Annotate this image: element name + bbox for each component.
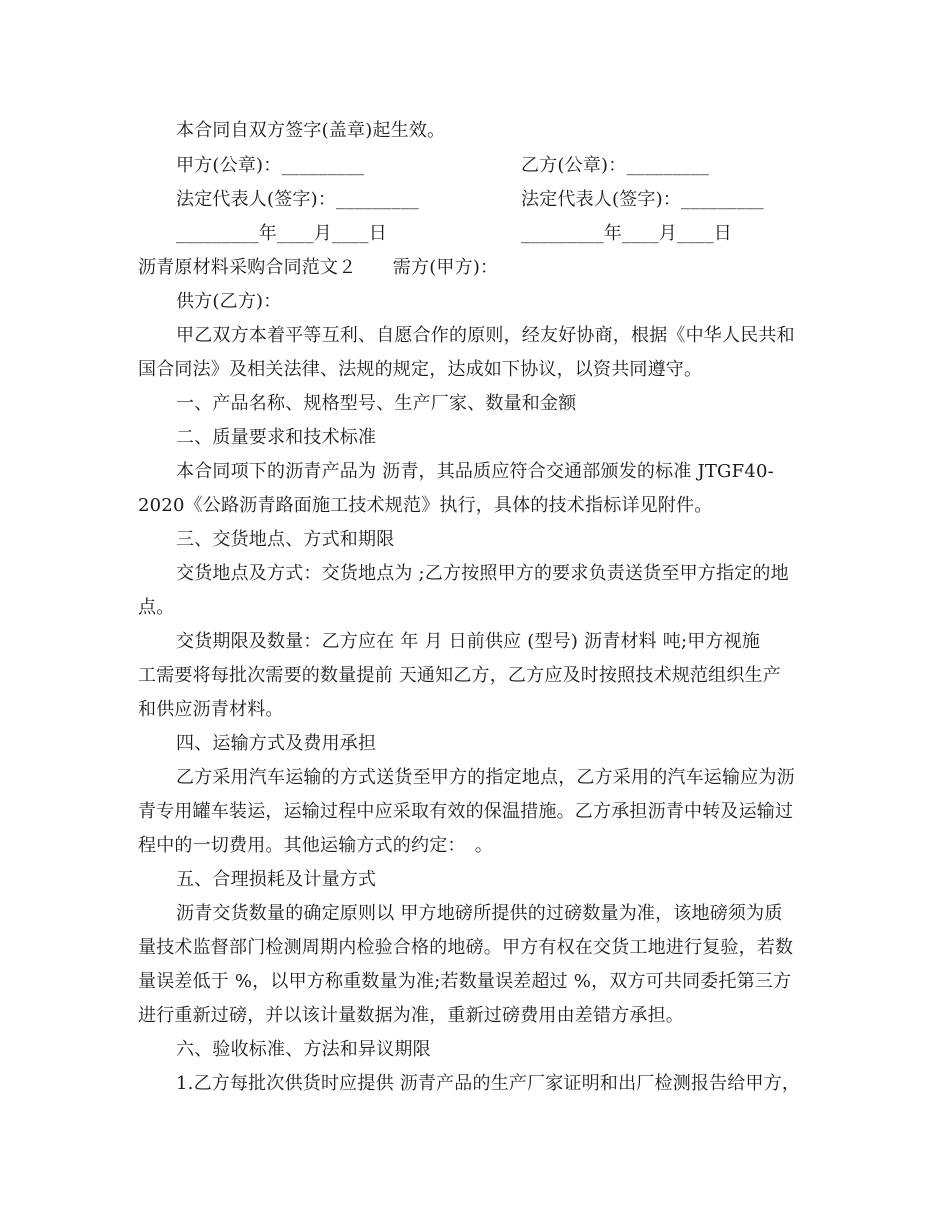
- section-3-place-line-1: 交货地点及方式：交货地点为 ;乙方按照甲方的要求负责送货至甲方指定的地: [176, 563, 789, 584]
- section-3-period-line-3: 和供应沥青材料。: [138, 699, 284, 720]
- party-b-rep-line: 法定代表人(签字)：_________: [521, 189, 764, 210]
- section-6-title: 六、验收标准、方法和异议期限: [176, 1039, 431, 1060]
- section-6-item-1: 1.乙方每批次供货时应提供 沥青产品的生产厂家证明和出厂检测报告给甲方，: [176, 1073, 801, 1094]
- intro-line-2: 国合同法》及相关法律、法规的规定，达成如下协议，以资共同遵守。: [138, 359, 703, 380]
- section-5-title: 五、合理损耗及计量方式: [176, 869, 377, 890]
- document-title-line: 沥青原材料采购合同范文２ 需方(甲方)：: [138, 257, 499, 278]
- intro-line-1: 甲乙双方本着平等互利、自愿合作的原则，经友好协商，根据《中华人民共和: [176, 325, 795, 346]
- section-5-line-1: 沥青交货数量的确定原则以 甲方地磅所提供的过磅数量为准，该地磅须为质: [176, 903, 783, 924]
- section-3-title: 三、交货地点、方式和期限: [176, 529, 395, 550]
- party-b-date-line: _________年____月____日: [521, 223, 732, 244]
- section-4-line-2: 青专用罐车装运，运输过程中应采取有效的保温措施。乙方承担沥青中转及运输过: [138, 801, 794, 822]
- section-2-title: 二、质量要求和技术标准: [176, 427, 377, 448]
- section-5-line-3: 量误差低于 %，以甲方称重数量为准;若数量误差超过 %，双方可共同委托第三方: [138, 971, 792, 992]
- section-5-line-4: 进行重新过磅，并以该计量数据为准，重新过磅费用由差错方承担。: [138, 1005, 684, 1026]
- section-5-line-2: 量技术监督部门检测周期内检验合格的地磅。甲方有权在交货工地进行复验，若数: [138, 937, 794, 958]
- section-2-line-1: 本合同项下的沥青产品为 沥青，其品质应符合交通部颁发的标准 JTGF40-: [176, 461, 774, 482]
- party-a-rep-line: 法定代表人(签字)：_________: [176, 189, 419, 210]
- section-4-line-1: 乙方采用汽车运输的方式送货至甲方的指定地点，乙方采用的汽车运输应为沥: [176, 767, 795, 788]
- party-a-seal-line: 甲方(公章)：_________: [176, 155, 365, 176]
- section-3-period-line-2: 工需要将每批次需要的数量提前 天通知乙方，乙方应及时按照技术规范组织生产: [138, 665, 781, 686]
- party-b-seal-line: 乙方(公章)：_________: [521, 155, 710, 176]
- section-3-place-line-2: 点。: [138, 597, 175, 618]
- section-3-period-line-1: 交货期限及数量：乙方应在 年 月 日前供应 (型号) 沥青材料 吨;甲方视施: [176, 631, 761, 652]
- section-4-title: 四、运输方式及费用承担: [176, 733, 377, 754]
- section-4-line-3: 程中的一切费用。其他运输方式的约定： 。: [138, 835, 493, 856]
- section-2-line-2: 2020《公路沥青路面施工技术规范》执行，具体的技术指标详见附件。: [138, 495, 713, 516]
- party-a-date-line: _________年____月____日: [176, 223, 387, 244]
- section-1-title: 一、产品名称、规格型号、生产厂家、数量和金额: [176, 393, 577, 414]
- effective-clause: 本合同自双方签字(盖章)起生效。: [176, 120, 446, 141]
- supplier-line: 供方(乙方)：: [176, 291, 282, 312]
